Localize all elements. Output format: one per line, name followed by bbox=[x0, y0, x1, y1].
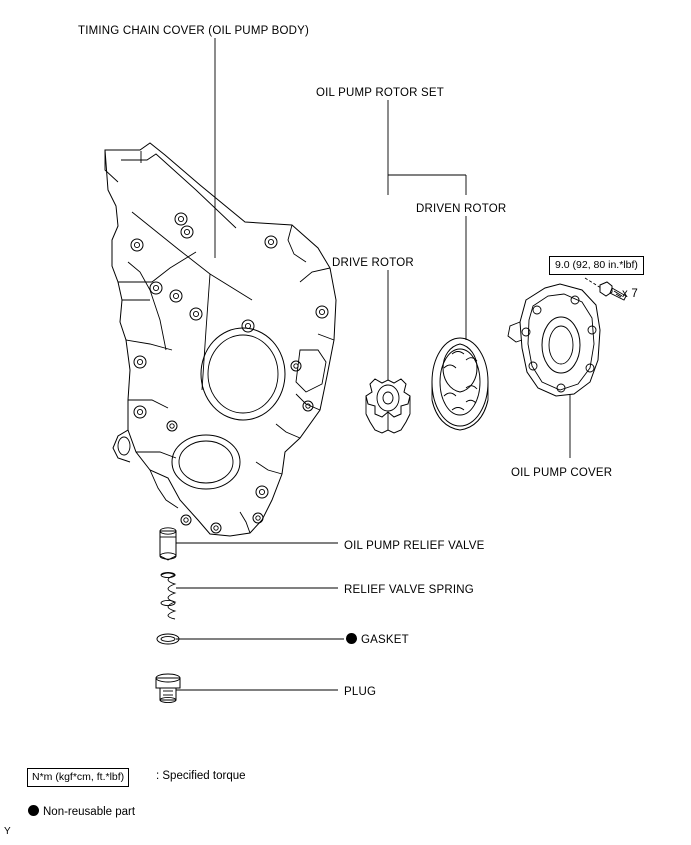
label-driven-rotor: DRIVEN ROTOR bbox=[416, 203, 507, 215]
label-timing-chain-cover: TIMING CHAIN COVER (OIL PUMP BODY) bbox=[78, 25, 310, 37]
driven-rotor-part bbox=[432, 338, 488, 430]
label-relief-valve-spring: RELIEF VALVE SPRING bbox=[344, 584, 474, 596]
legend-torque-text: : Specified torque bbox=[156, 770, 246, 782]
corner-mark: Y bbox=[4, 826, 11, 837]
legend-torque-symbol: N*m (kgf*cm, ft.*lbf) bbox=[27, 768, 129, 787]
torque-callout-box: 9.0 (92, 80 in.*lbf) bbox=[549, 256, 644, 275]
cover-bolt-bosses bbox=[131, 213, 328, 533]
label-plug: PLUG bbox=[344, 686, 377, 698]
oil-pump-relief-valve-part bbox=[160, 528, 176, 560]
legend-non-reusable-text: Non-reusable part bbox=[43, 806, 136, 818]
legend-non-reusable bbox=[28, 805, 135, 819]
label-oil-pump-rotor-set: OIL PUMP ROTOR SET bbox=[316, 87, 444, 99]
label-oil-pump-cover: OIL PUMP COVER bbox=[511, 467, 613, 479]
label-gasket-group bbox=[346, 633, 409, 647]
label-oil-pump-relief-valve: OIL PUMP RELIEF VALVE bbox=[344, 540, 485, 552]
label-gasket: GASKET bbox=[361, 634, 409, 646]
label-drive-rotor: DRIVE ROTOR bbox=[332, 257, 414, 269]
gasket-part bbox=[157, 634, 179, 644]
non-reusable-dot-icon bbox=[346, 633, 357, 644]
non-reusable-dot-icon bbox=[28, 805, 39, 816]
relief-valve-spring-part bbox=[161, 572, 175, 619]
drive-rotor-part bbox=[366, 379, 410, 433]
oil-pump-cover-part bbox=[508, 284, 600, 396]
bolt-quantity-label: x 7 bbox=[622, 288, 638, 300]
timing-chain-cover-part bbox=[105, 143, 336, 536]
plug-part bbox=[156, 674, 180, 703]
